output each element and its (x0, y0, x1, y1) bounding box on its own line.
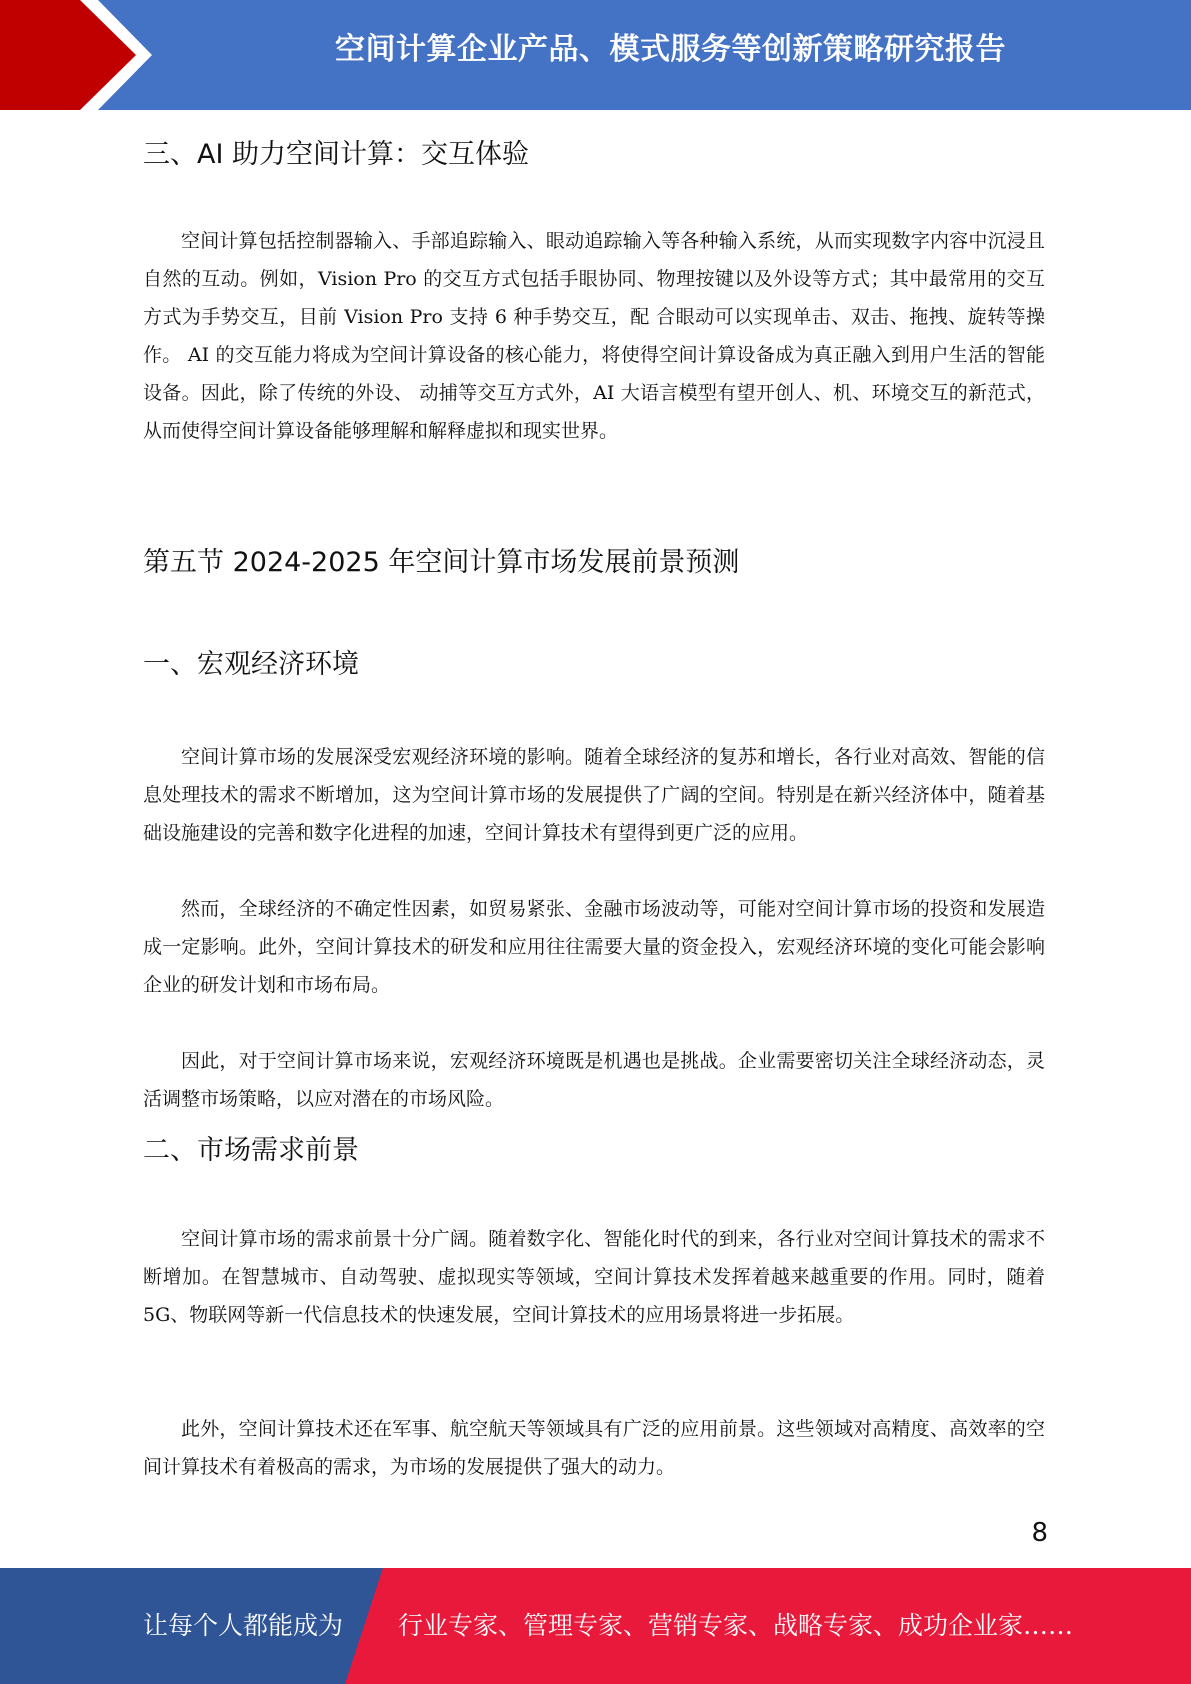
footer-slogan-right: 行业专家、管理专家、营销专家、战略专家、成功企业家…… (398, 1611, 1074, 1640)
heading-demand: 二、市场需求前景 (143, 1135, 359, 1166)
heading-interaction: 三、AI 助力空间计算：交互体验 (143, 139, 530, 170)
paragraph-demand-1: 空间计算市场的需求前景十分广阔。随着数字化、智能化时代的到来，各行业对空间计算技术的需求不断增加。在智慧城市、自动驾驶、虚拟现实等领域，空间计算技术发挥着越来越重要的作用。同时，随着 5G、物联网等新一代信息技术的快速发展，空间计算技术的应用场景将进一步拓展。 (143, 1228, 1045, 1326)
paragraph-macro-3: 因此，对于空间计算市场来说，宏观经济环境既是机遇也是挑战。企业需要密切关注全球经济动态，灵活调整市场策略，以应对潜在的市场风险。 (143, 1050, 1045, 1110)
page-number: 8 (1031, 1518, 1048, 1548)
paragraph-demand-2: 此外，空间计算技术还在军事、航空航天等领域具有广泛的应用前景。这些领域对高精度、高效率的空间计算技术有着极高的需求，为市场的发展提供了强大的动力。 (143, 1418, 1045, 1478)
footer-slogan-left: 让每个人都能成为 (143, 1611, 344, 1640)
section-5-title: 第五节 2024-2025 年空间计算市场发展前景预测 (143, 547, 740, 578)
header-chevron (0, 0, 160, 110)
paragraph-macro-2: 然而，全球经济的不确定性因素，如贸易紧张、金融市场波动等，可能对空间计算市场的投资和发展造成一定影响。此外，空间计算技术的研发和应用往往需要大量的资金投入，宏观经济环境的变化可能会影响企业的研发计划和市场布局。 (143, 898, 1045, 996)
page-header (0, 0, 1191, 110)
heading-macro: 一、宏观经济环境 (143, 649, 359, 680)
paragraph-macro-1: 空间计算市场的发展深受宏观经济环境的影响。随着全球经济的复苏和增长，各行业对高效、智能的信息处理技术的需求不断增加，这为空间计算市场的发展提供了广阔的空间。特别是在新兴经济体中，随着基础设施建设的完善和数字化进程的加速，空间计算技术有望得到更广泛的应用。 (143, 746, 1045, 844)
header-title: 空间计算企业产品、模式服务等创新策略研究报告 (335, 32, 1006, 67)
page-footer (0, 1568, 1191, 1684)
paragraph-interaction-1: 空间计算包括控制器输入、手部追踪输入、眼动追踪输入等各种输入系统，从而实现数字内容中沉浸且自然的互动。例如，Vision Pro 的交互方式包括手眼协同、物理按键以及外设等方式；其中最常用的交互方式为手势交互，目前 Vision Pro 支持 6 种手势交互，配 合眼动可以实现单击、双击、拖拽、旋转等操作。 AI 的交互能力将成为空间计算设备的核心能力，将使得空间计算设备成为真正融入到用户生活的智能设备。因此，除了传统的外设、 动捕等交互方式外，AI 大语言模型有望开创人、机、环境交互的新范式，从而使得空间计算设备能够理解和解释虚拟和现实世界。 (143, 230, 1045, 442)
